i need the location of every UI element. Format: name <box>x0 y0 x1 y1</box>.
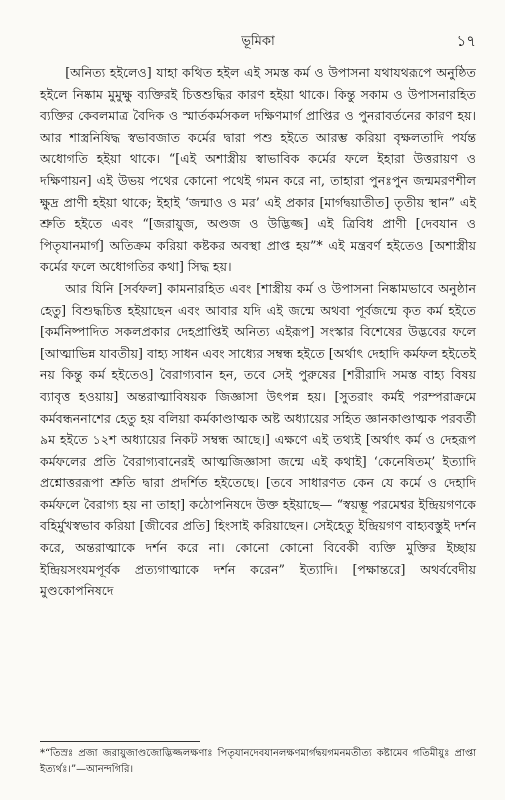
footnote-divider <box>40 741 200 742</box>
paragraph-2: আর যিনি [সর্বফল] কামনারহিত এবং [শাস্ত্রীয় কর্ম ও উপাসনা নিষ্কামভাবে অনুষ্ঠান হেতু] বিশুদ্ধচিত্ত হইয়াছেন এবং আবার যদি এই জন্মে অথবা পূর্বজন্মে কৃত কর্ম হইতে [কর্মনিষ্পাদিত সকলপ্রকার দেহপ্রাপ্তিই অনিত্য এইরূপ] সংস্কার বিশেষের উদ্ভবের ফলে [আত্মাভিন্ন যাবতীয়] বাহ্য সাধন এবং সাধ্যের সম্বন্ধ হইতে [অর্থাৎ দেহাদি কর্মফল হইতেই নয় কিন্তু কর্ম হইতেও] বৈরাগ্যবান হন, তবে সেই পুরুষের [শরীরাদি সমস্ত বাহ্য বিষয় ব্যাবৃত্ত হওয়ায়] অন্তরাত্মাবিষয়ক জিজ্ঞাসা উৎপন্ন হয়। [সুতরাং কর্মই পরম্পরাক্রমে কর্মবন্ধননাশের হেতু হয় বলিয়া কর্মকাণ্ডাত্মক অষ্ট অধ্যায়ের সহিত জ্ঞানকাণ্ডাত্মক পরবর্তী ৯ম হইতে ১২শ অধ্যায়ের নিকট সম্বন্ধ আছে।] এক্ষণে এই তথ্যই [অর্থাৎ কর্ম ও দেহরূপ কর্মফলের প্রতি বৈরাগ্যবানেরই আত্মজিজ্ঞাসা জন্মে এই কথাই] ‘কেনেষিতম্’ ইত্যাদি প্রশ্নোত্তররূপা শ্রুতি দ্বারা প্রদর্শিত হইতেছে। [তবে সাধারণত কেন যে কর্মে ও দেহাদি কর্মফলে বৈরাগ্য হয় না তাহা] কঠোপনিষদে উক্ত হইয়াছে— “স্বয়ম্ভূ পরমেশ্বর ইন্দ্রিয়গণকে বহির্মুখস্বভাব করিয়া [জীবের প্রতি] হিংসাই করিয়াছেন। সেইহেতু ইন্দ্রিয়গণ বাহ্যবস্তুই দর্শন করে, অন্তরাত্মাকে দর্শন করে না। কোনো কোনো বিবেকী ব্যক্তি মুক্তির ইচ্ছায় ইন্দ্রিয়সংযমপূর্বক প্রত্যগাত্মাকে দর্শন করেন” ইত্যাদি। [পক্ষান্তরে] অথর্ববেদীয় মুণ্ডকোপনিষদে <box>40 280 476 599</box>
running-title: ভূমিকা <box>241 34 275 49</box>
page-header <box>40 30 476 52</box>
page-number: ১৭ <box>456 32 476 50</box>
paragraph-1: [অনিত্য হইলেও] যাহা কথিত হইল এই সমস্ত কর্ম ও উপাসনা যথাযথরূপে অনুষ্ঠিত হইলে নিষ্কাম মুমুক্ষু ব্যক্তিরই চিত্তশুদ্ধির কারণ হইয়া থাকে। কিন্তু সকাম ও উপাসনারহিত ব্যক্তির কেবলমাত্র বৈদিক ও স্মার্তকর্মসকল দক্ষিণমার্গ প্রাপ্তির ও পুনরাবর্তনের কারণ হয়। আর শাস্ত্রনিষিদ্ধ স্বভাবজাত কর্মের দ্বারা পশু হইতে আরম্ভ করিয়া বৃক্ষলতাদি পর্যন্ত অধোগতি হইয়া থাকে। “[এই অশাস্ত্রীয় স্বাভাবিক কর্মের ফলে ইহারা উত্তরায়ণ ও দক্ষিণায়ন] এই উভয় পথের কোনো পথেই গমন করে না, তাহারা পুনঃপুন জন্মমরণশীল ক্ষুদ্র প্রাণী হইয়া থাকে; ইহাই ‘জন্মাও ও মর’ এই প্রকার [মার্গদ্বয়াতীত] তৃতীয় স্থান” এই শ্রুতি হইতে এবং “[জরায়ুজ, অণ্ডজ ও উদ্ভিজ্জ] এই ত্রিবিধ প্রাণী [দেবযান ও পিতৃযানমার্গ] অতিক্রম করিয়া কষ্টকর অবস্থা প্রাপ্ত হয়”* এই মন্ত্রবর্ণ হইতেও [অশাস্ত্রীয় কর্মের ফলে অধোগতির কথা] সিদ্ধ হয়। <box>40 65 476 275</box>
footnote: *“তিস্রঃ প্রজা জরায়ুজাণ্ডজোদ্ভিজ্জলক্ষণাঃ পিতৃযানদেবযানলক্ষণমার্গদ্বয়গমনমতীত্য কষ্টামেব গতিমীয়ুঃ প্রাপ্তা ইত্যর্থঃ।”—আনন্দগিরি। <box>40 748 476 775</box>
body-text <box>40 62 476 602</box>
